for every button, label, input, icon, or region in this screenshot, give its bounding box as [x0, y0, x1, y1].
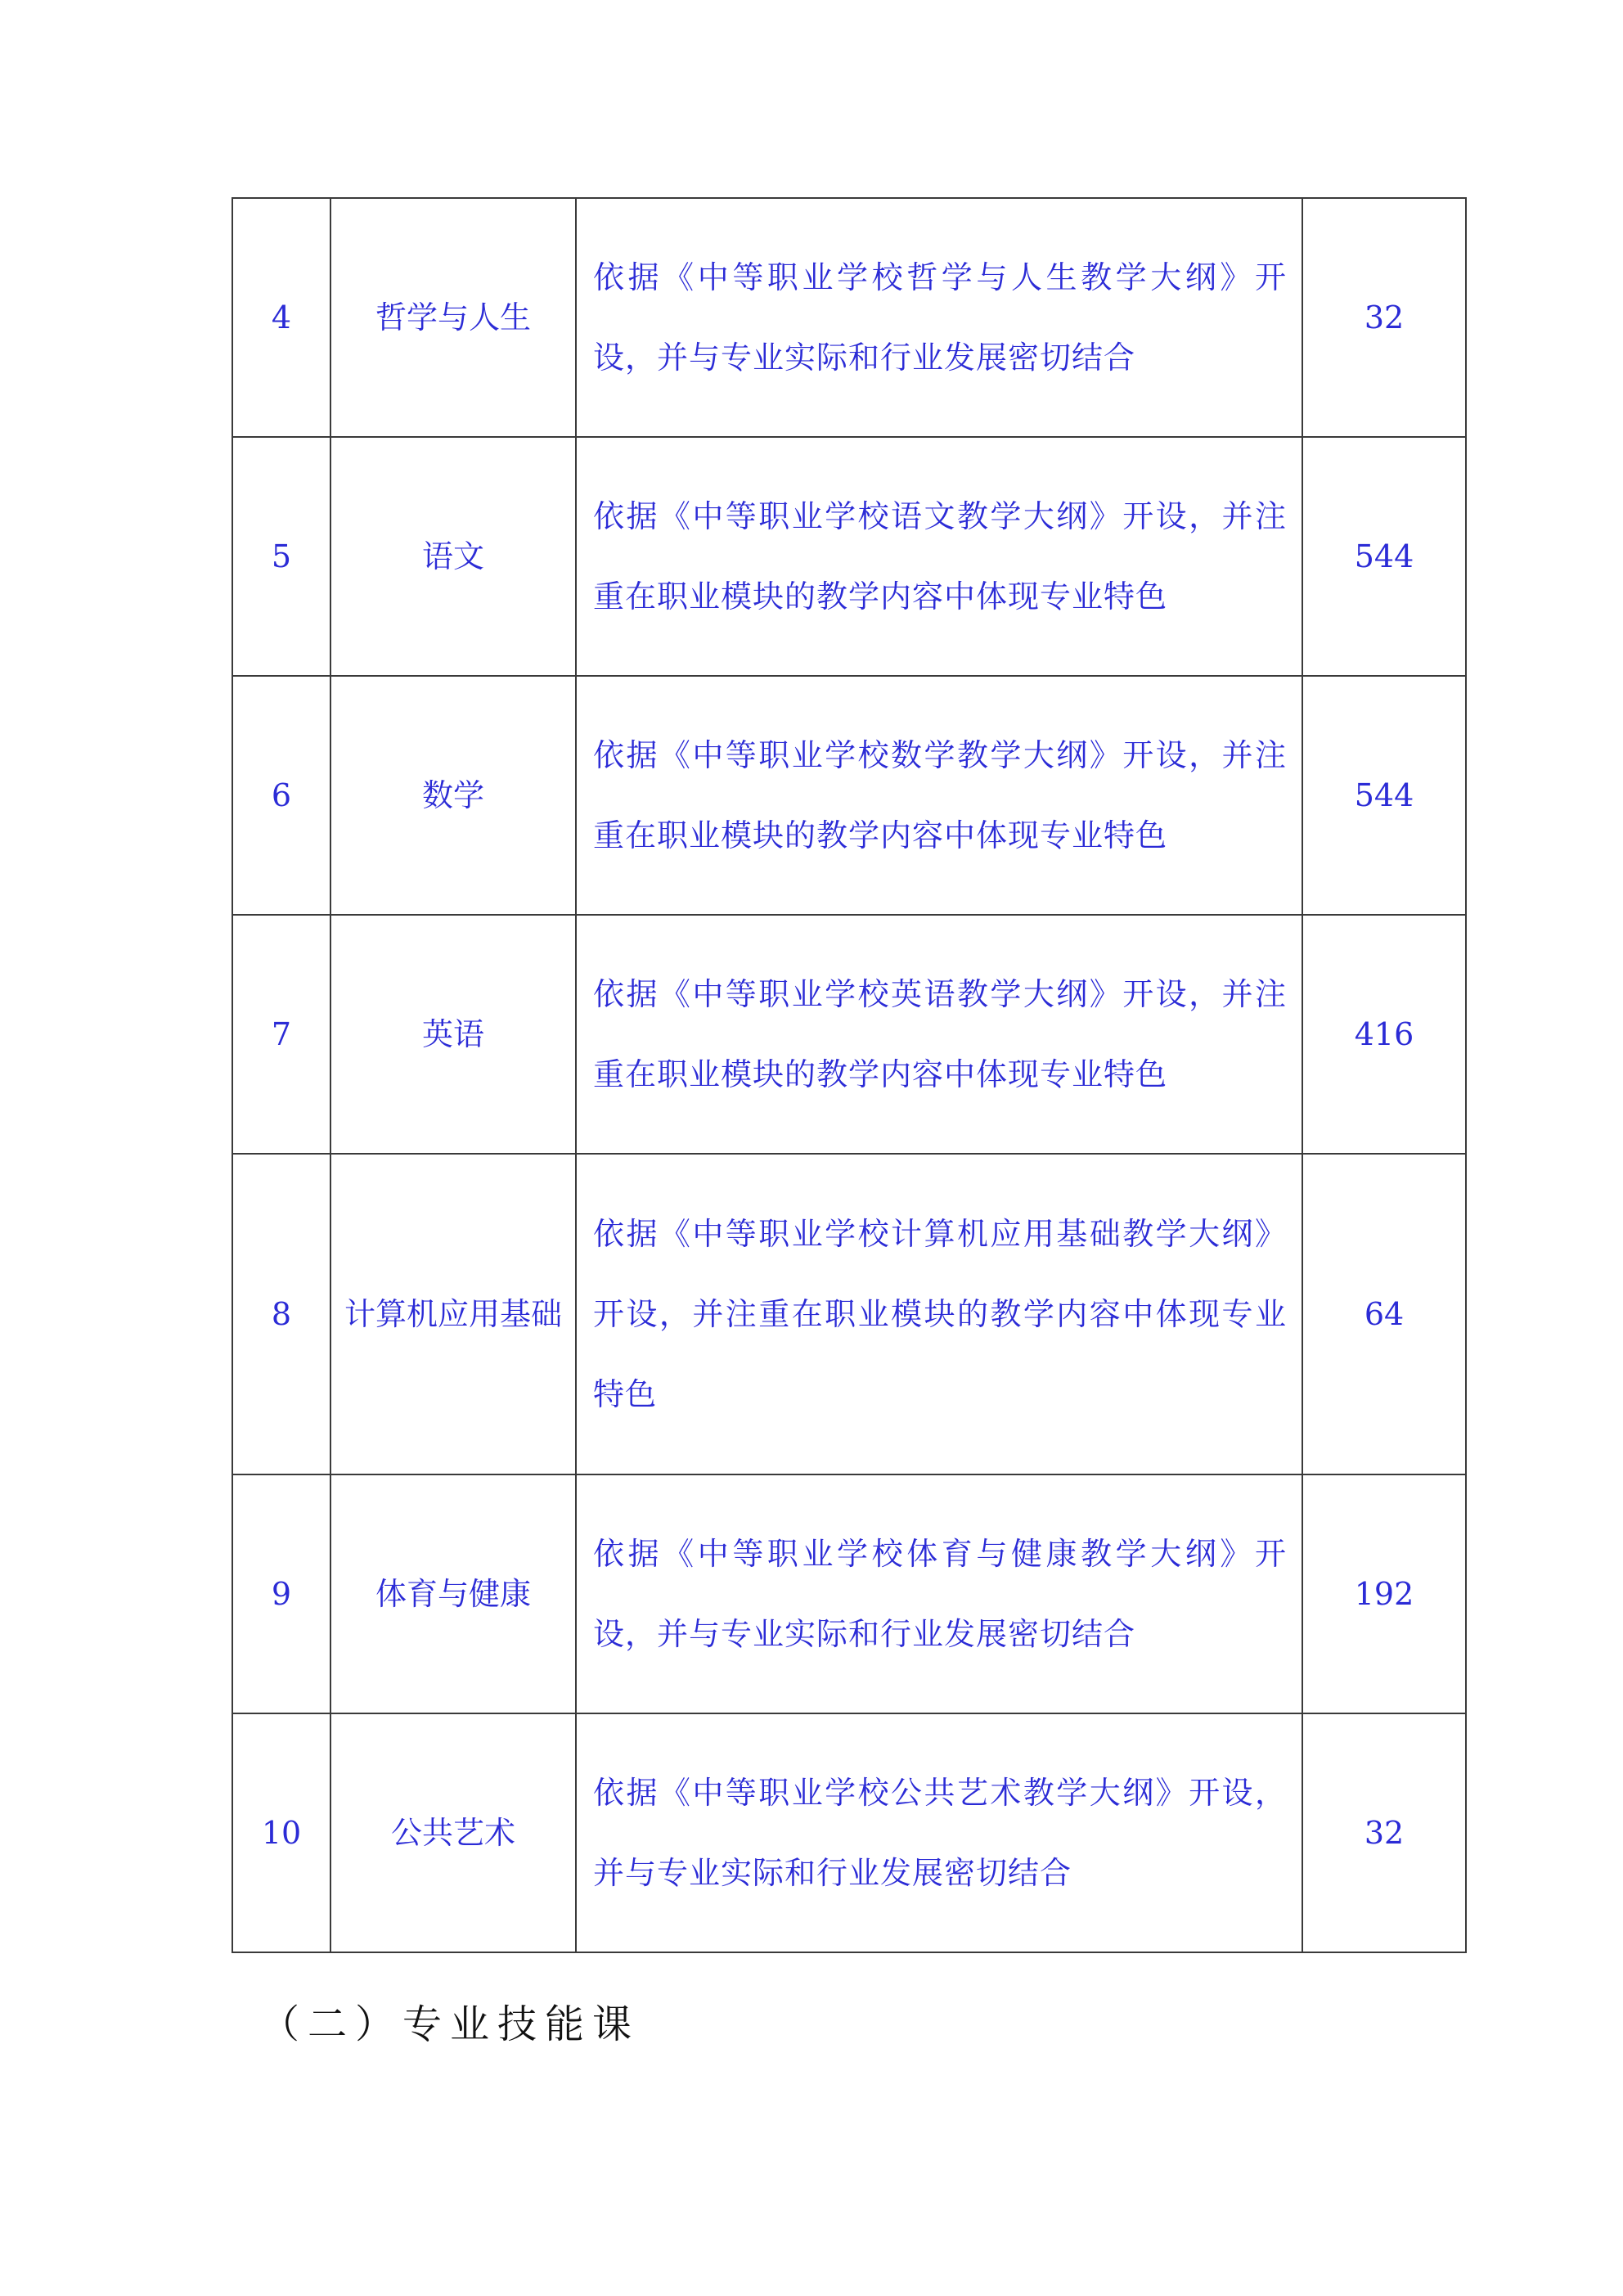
table-row	[232, 437, 1466, 676]
table-row	[232, 1474, 1466, 1713]
row-number: 10	[232, 1713, 330, 1952]
table-row	[232, 198, 1466, 437]
course-hours: 32	[1302, 1713, 1466, 1952]
course-name-text: 哲学与人生	[375, 299, 531, 335]
table-row	[232, 1713, 1466, 1952]
course-hours: 544	[1302, 437, 1466, 676]
row-number: 5	[232, 437, 330, 676]
row-number: 6	[232, 676, 330, 915]
course-description	[576, 1713, 1302, 1952]
course-description-text: 依据《中等职业学校哲学与人生教学大纲》开设，并与专业实际和行业发展密切结合	[593, 259, 1287, 376]
course-description	[576, 676, 1302, 915]
course-name-text: 体育与健康	[375, 1576, 531, 1612]
row-number: 8	[232, 1154, 330, 1474]
course-description-text: 依据《中等职业学校语文教学大纲》开设，并注重在职业模块的教学内容中体现专业特色	[593, 498, 1287, 615]
table-row	[232, 915, 1466, 1154]
course-name	[330, 676, 576, 915]
course-hours: 544	[1302, 676, 1466, 915]
course-hours: 64	[1302, 1154, 1466, 1474]
course-name-text: 计算机应用基础	[344, 1296, 562, 1332]
course-description	[576, 915, 1302, 1154]
course-description	[576, 198, 1302, 437]
section-heading: （二）专业技能课	[260, 2001, 641, 2047]
course-description-text: 依据《中等职业学校数学教学大纲》开设，并注重在职业模块的教学内容中体现专业特色	[593, 737, 1287, 853]
course-name	[330, 437, 576, 676]
row-number: 7	[232, 915, 330, 1154]
row-number: 9	[232, 1474, 330, 1713]
course-description-text: 依据《中等职业学校体育与健康教学大纲》开设，并与专业实际和行业发展密切结合	[593, 1536, 1287, 1652]
course-name-text: 语文	[421, 538, 484, 574]
course-name	[330, 915, 576, 1154]
course-name-text: 数学	[421, 777, 484, 813]
course-hours: 32	[1302, 198, 1466, 437]
course-description	[576, 1154, 1302, 1474]
course-name	[330, 1154, 576, 1474]
course-name	[330, 1474, 576, 1713]
course-description	[576, 437, 1302, 676]
course-hours: 192	[1302, 1474, 1466, 1713]
course-table	[232, 197, 1467, 1953]
course-name-text: 英语	[421, 1016, 484, 1052]
table-row	[232, 1154, 1466, 1474]
course-description-text: 依据《中等职业学校计算机应用基础教学大纲》开设，并注重在职业模块的教学内容中体现专业特色	[593, 1216, 1287, 1412]
course-description	[576, 1474, 1302, 1713]
course-name	[330, 1713, 576, 1952]
course-description-text: 依据《中等职业学校公共艺术教学大纲》开设，并与专业实际和行业发展密切结合	[593, 1775, 1287, 1891]
course-hours: 416	[1302, 915, 1466, 1154]
course-name-text: 公共艺术	[390, 1815, 515, 1851]
table-row	[232, 676, 1466, 915]
course-description-text: 依据《中等职业学校英语教学大纲》开设，并注重在职业模块的教学内容中体现专业特色	[593, 976, 1287, 1092]
row-number: 4	[232, 198, 330, 437]
course-name	[330, 198, 576, 437]
